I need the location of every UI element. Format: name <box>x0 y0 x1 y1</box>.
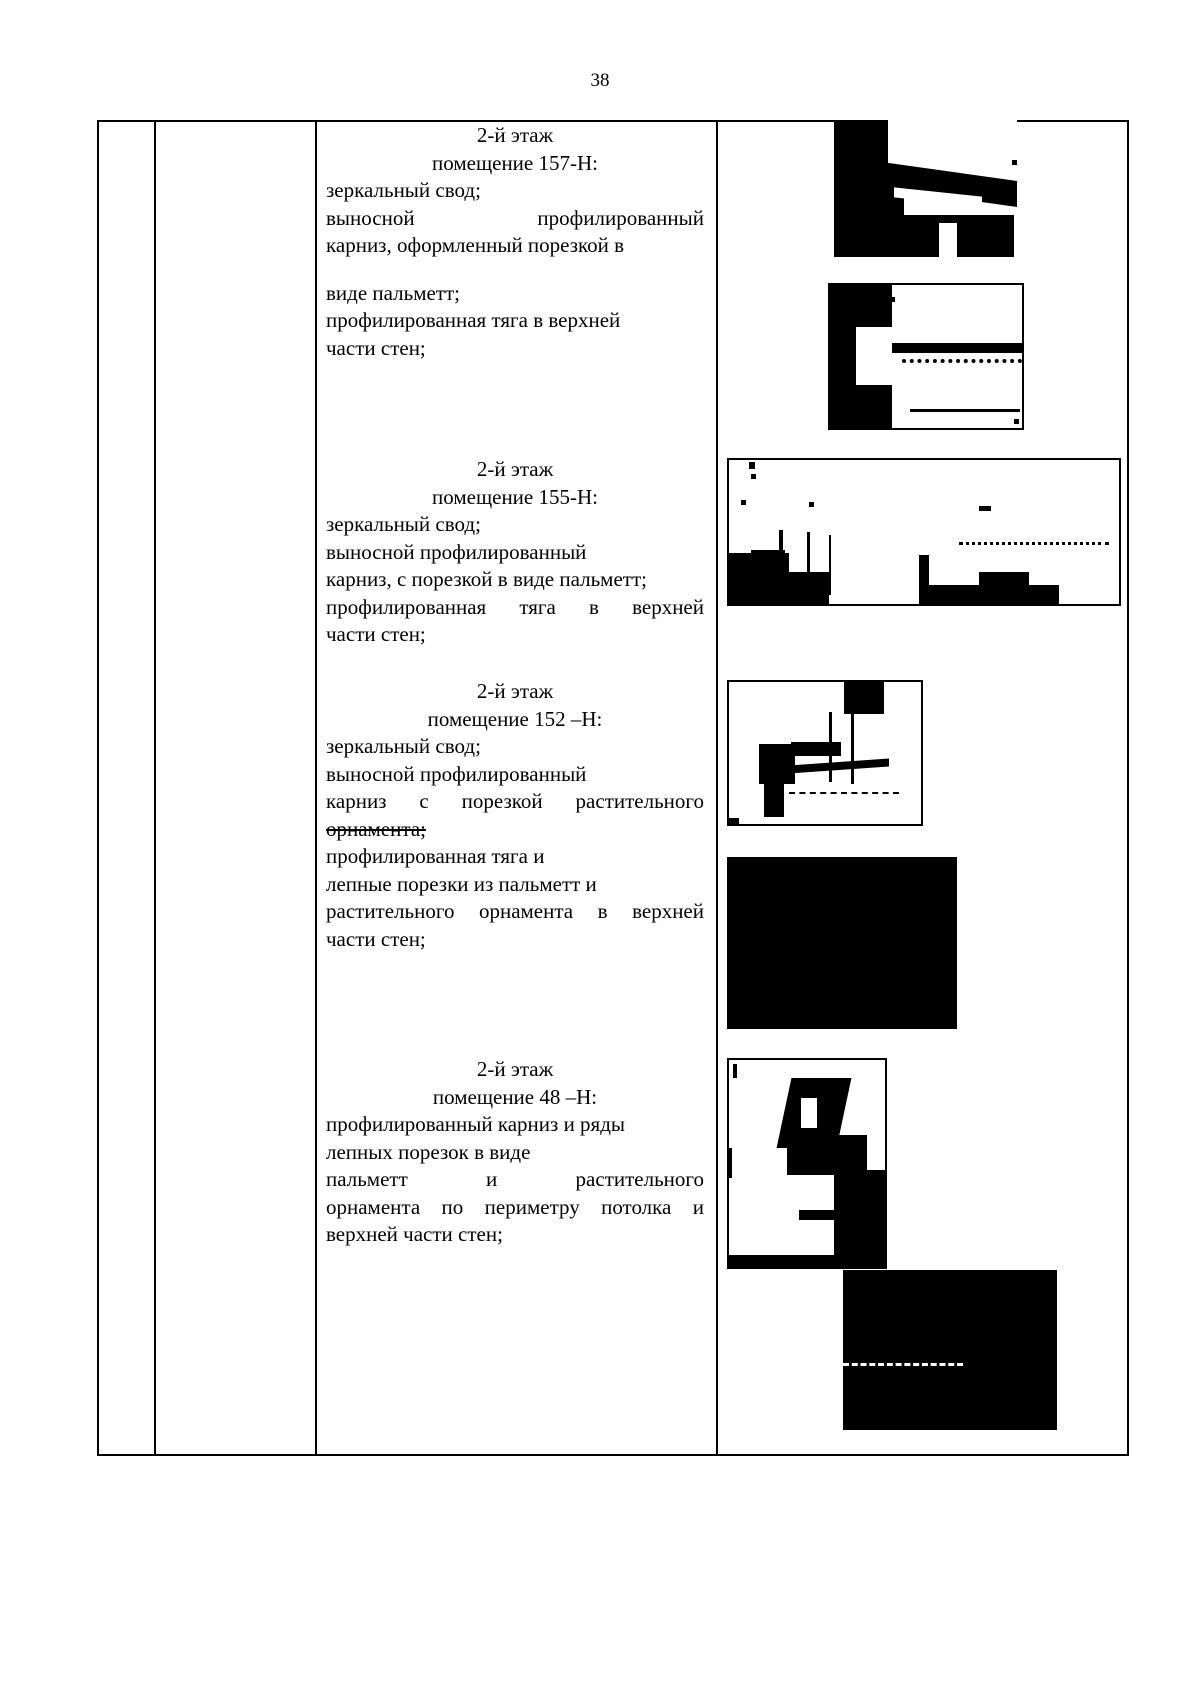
description-line: орнамента; <box>326 816 426 841</box>
entry-room-157 <box>326 122 704 362</box>
description-line: профилированная тяга в верхней <box>326 308 621 332</box>
entry-room-155 <box>326 456 704 649</box>
description-line: пальметт и растительного <box>326 1167 704 1191</box>
page-number: 38 <box>590 70 610 91</box>
description-line: лепные порезки из пальметт и <box>326 871 597 896</box>
description-line: растительного орнамента в верхней <box>326 899 704 923</box>
photo-157-wall-band <box>828 283 1024 430</box>
description-line: карниз, оформленный порезкой в <box>326 233 625 257</box>
room-label: помещение 152 –Н: <box>427 706 603 731</box>
room-label: помещение 155-Н: <box>432 484 598 509</box>
entry-room-48 <box>326 1056 704 1249</box>
room-label: помещение 157-Н: <box>432 150 598 175</box>
description-line: зеркальный свод; <box>326 178 481 202</box>
description-line: карниз, с порезкой в виде пальметт; <box>326 567 647 591</box>
description-line: выносной профилированный <box>326 761 587 786</box>
description-line: профилированная тяга в верхней <box>326 594 704 619</box>
description-line: части стен; <box>326 622 426 646</box>
photo-152-wall <box>727 857 957 1029</box>
photo-157-cornice <box>834 120 1017 257</box>
description-line: профилированная тяга и <box>326 844 545 868</box>
entry-room-152 <box>326 678 704 953</box>
description-line: зеркальный свод; <box>326 734 481 758</box>
column-divider-2 <box>315 120 317 1456</box>
photo-152-cornice <box>727 680 923 826</box>
description-line: карниз с порезкой растительного <box>326 789 704 813</box>
description-line: выносной профилированный <box>326 205 704 230</box>
floor-label: 2-й этаж <box>476 1057 554 1081</box>
description-line: верхней части стен; <box>326 1222 503 1246</box>
photo-155-cornice <box>727 458 1121 606</box>
photo-48-ceiling <box>727 1058 887 1269</box>
description-line: части стен; <box>326 335 426 360</box>
description-line: виде пальметт; <box>326 280 461 305</box>
description-line: выносной профилированный <box>326 539 587 564</box>
description-line: профилированный карниз и ряды <box>326 1112 626 1136</box>
description-line: лепных порезок в виде <box>326 1139 531 1164</box>
floor-label: 2-й этаж <box>476 457 554 481</box>
floor-label: 2-й этаж <box>476 679 554 703</box>
description-line: орнамента по периметру потолка и <box>326 1194 704 1219</box>
column-divider-1 <box>154 120 156 1456</box>
column-divider-3 <box>716 120 718 1456</box>
room-label: помещение 48 –Н: <box>432 1084 598 1109</box>
photo-48-wall <box>843 1270 1057 1430</box>
floor-label: 2-й этаж <box>476 123 554 147</box>
description-line: части стен; <box>326 926 426 951</box>
description-line: зеркальный свод; <box>326 512 481 536</box>
